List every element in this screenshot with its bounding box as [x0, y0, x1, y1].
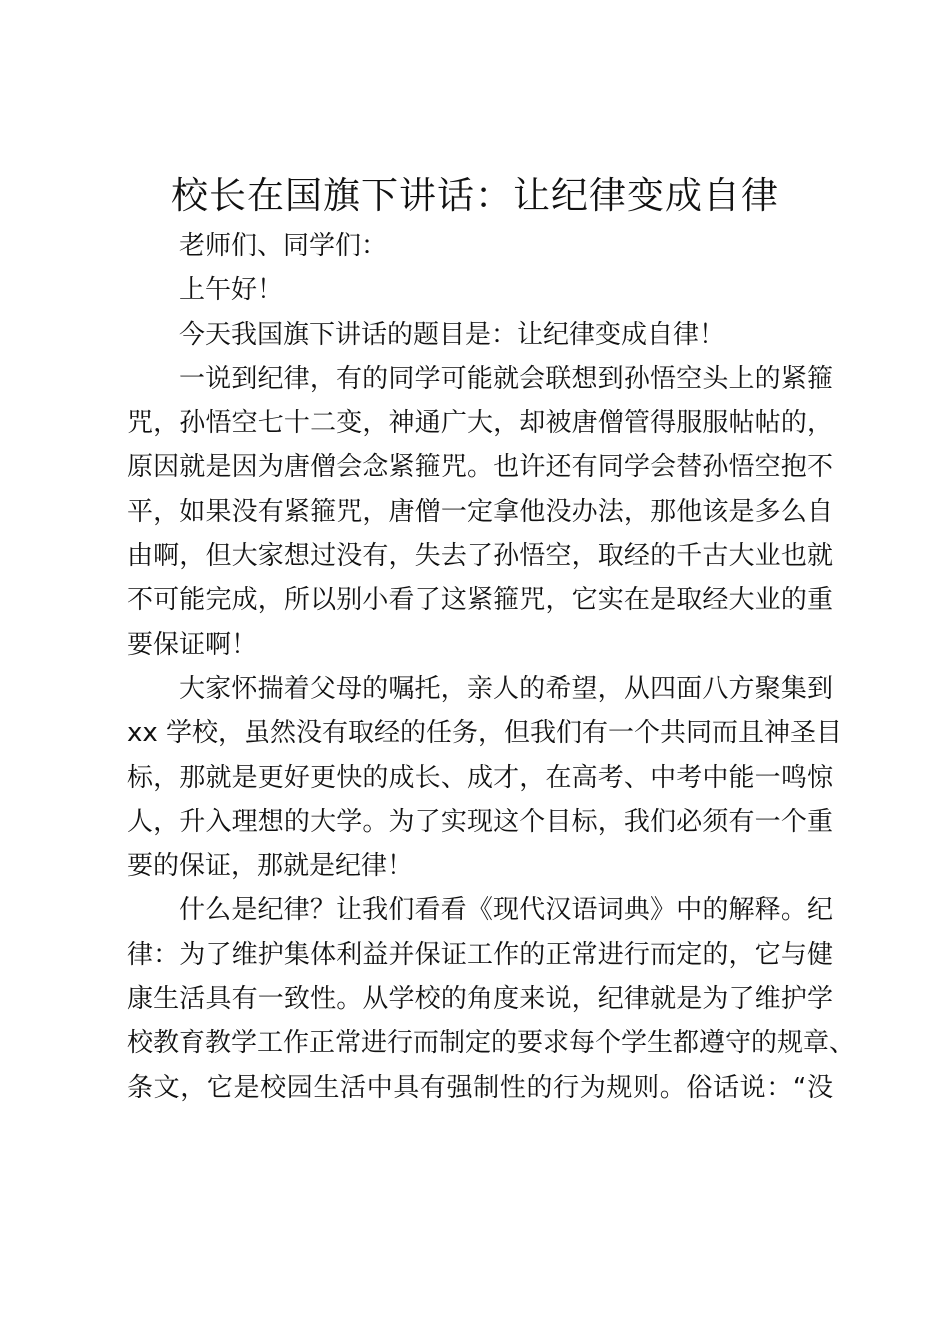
text-line: 要的保证，那就是纪律！	[127, 851, 414, 882]
text-line: 不可能完成，所以别小看了这紧箍咒，它实在是取经大业的重	[127, 585, 833, 616]
text-line: 条文，它是校园生活中具有强制性的行为规则。俗话说：“没	[127, 1072, 833, 1103]
text-line: 今天我国旗下讲话的题目是：让纪律变成自律！	[179, 319, 726, 350]
text-line: 康生活具有一致性。从学校的角度来说，纪律就是为了维护学	[127, 984, 833, 1015]
text-line: 人，升入理想的大学。为了实现这个目标，我们必须有一个重	[127, 806, 833, 837]
text-line: 要保证啊！	[127, 629, 258, 660]
text-line: 原因就是因为唐僧会念紧箍咒。也许还有同学会替孙悟空抱不	[127, 452, 833, 483]
text-line: 大家怀揣着父母的嘱托，亲人的希望，从四面八方聚集到	[179, 673, 833, 704]
text-line: 由啊，但大家想过没有，失去了孙悟空，取经的千古大业也就	[127, 541, 833, 572]
page-title: 校长在国旗下讲话：让纪律变成自律	[171, 174, 779, 217]
text-line: xx 学校，虽然没有取经的任务，但我们有一个共同而且神圣目	[127, 718, 843, 749]
speech-body	[127, 224, 856, 1110]
text-line: 上午好！	[179, 275, 284, 306]
text-line: 标，那就是更好更快的成长、成才，在高考、中考中能一鸣惊	[127, 762, 833, 793]
text-line: 什么是纪律？让我们看看《现代汉语词典》中的解释。纪	[179, 895, 833, 926]
text-line: 老师们、同学们：	[179, 231, 388, 261]
text-line: 咒，孙悟空七十二变，神通广大，却被唐僧管得服服帖帖的，	[127, 408, 833, 439]
text-line: 律：为了维护集体利益并保证工作的正常进行而定的，它与健	[127, 939, 833, 970]
text-line: 一说到纪律，有的同学可能就会联想到孙悟空头上的紧箍	[179, 363, 833, 394]
text-line: 平，如果没有紧箍咒，唐僧一定拿他没办法，那他该是多么自	[127, 496, 833, 527]
text-line: 校教育教学工作正常进行而制定的要求每个学生都遵守的规章、	[127, 1028, 856, 1059]
